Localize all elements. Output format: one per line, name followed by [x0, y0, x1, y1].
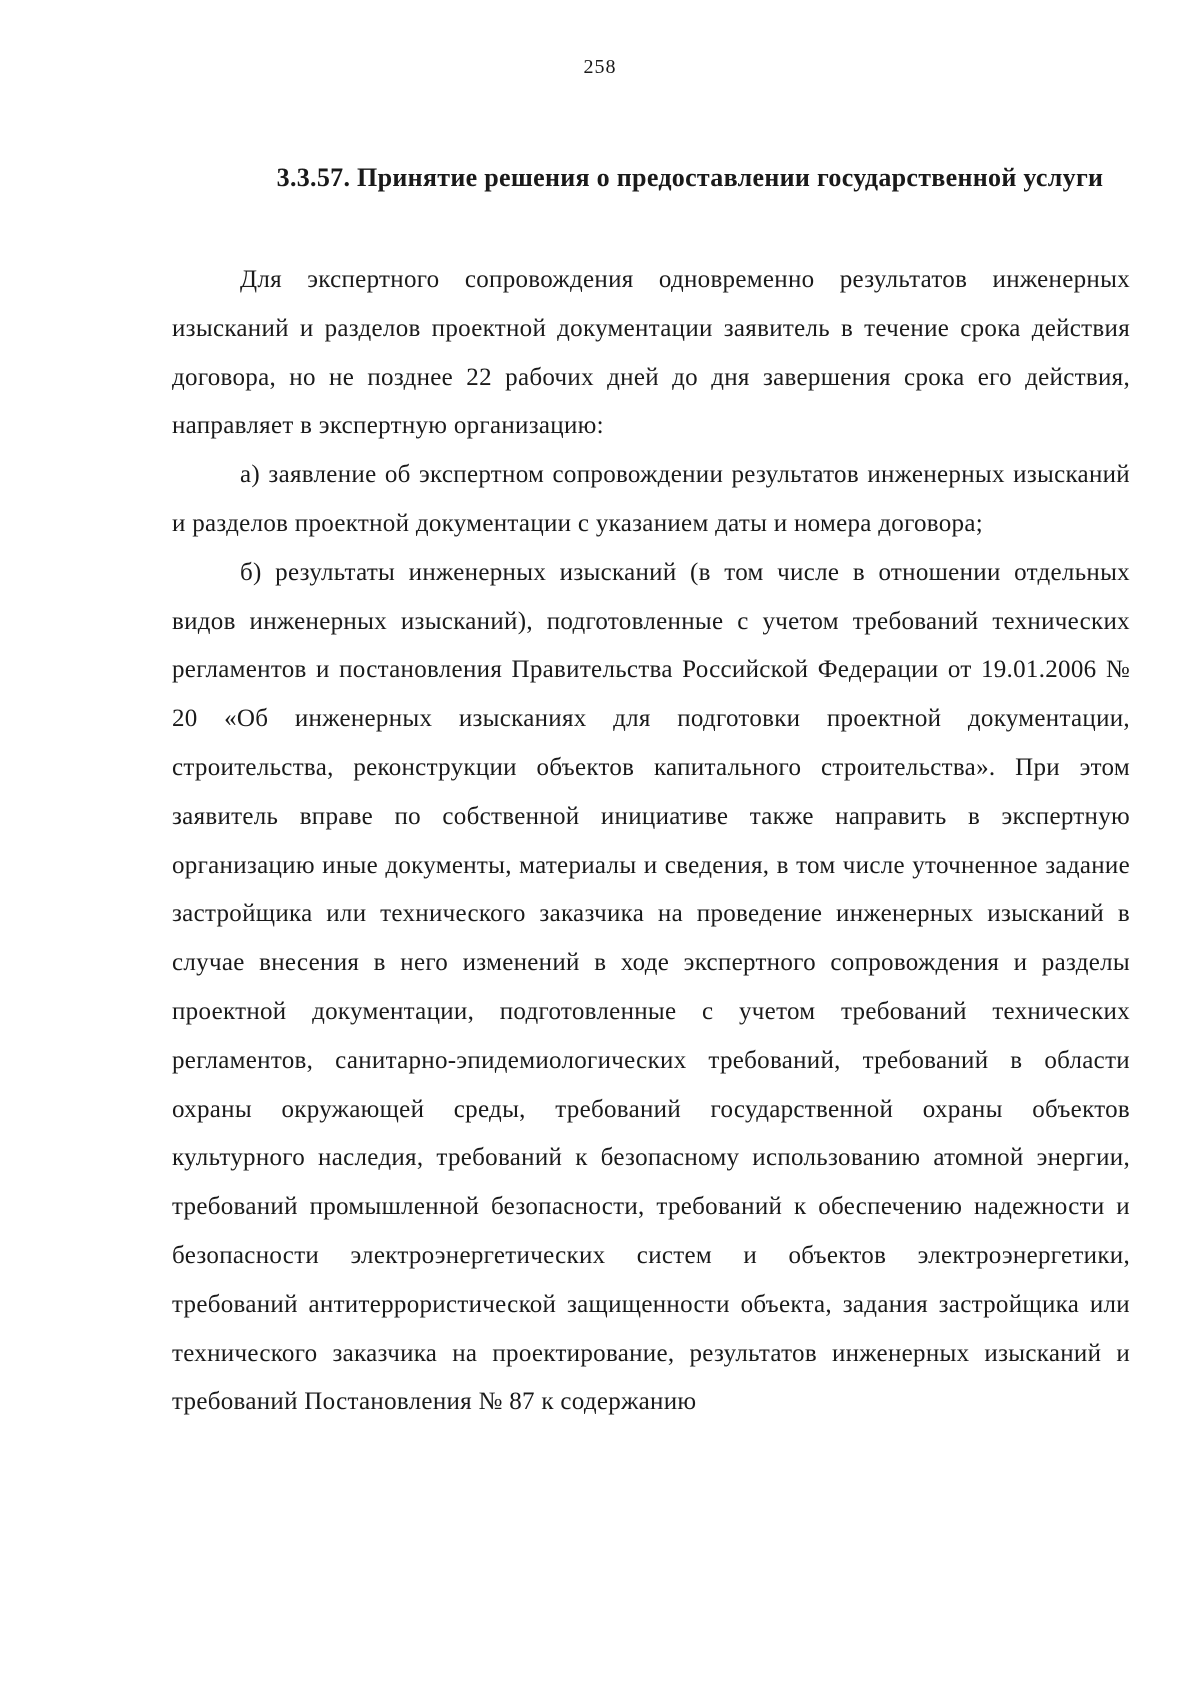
document-body	[172, 256, 1130, 1427]
paragraph-item-a: а) заявление об экспертном сопровождении результатов инженерных изысканий и разделов проектной документации с указанием даты и номера договора;	[172, 461, 1130, 537]
paragraph-item-b: б) результаты инженерных изысканий (в том числе в отношении отдельных видов инженерных изысканий), подготовленные с учетом требований технических регламентов и постановления Правительства Российской Федерации от 19.01.2006 № 20 «Об инженерных изысканиях для подготовки проектной документации, строительства, реконструкции объектов капитального строительства». При этом заявитель вправе по собственной инициативе также направить в экспертную организацию иные документы, материалы и сведения, в том числе уточненное задание застройщика или технического заказчика на проведение инженерных изысканий в случае внесения в него изменений в ходе экспертного сопровождения и разделы проектной документации, подготовленные с учетом требований технических регламентов, санитарно-эпидемиологических требований, требований в области охраны окружающей среды, требований государственной охраны объектов культурного наследия, требований к безопасному использованию атомной энергии, требований промышленной безопасности, требований к обеспечению надежности и безопасности электроэнергетических систем и объектов электроэнергетики, требований антитеррористической защищенности объекта, задания застройщика или технического заказчика на проектирование, результатов инженерных изысканий и требований Постановления № 87 к содержанию	[172, 558, 1130, 1416]
page-number: 258	[583, 56, 617, 78]
paragraph-intro: Для экспертного сопровождения одновременно результатов инженерных изысканий и разделов проектной документации заявитель в течение срока действия договора, но не позднее 22 рабочих дней до дня завершения срока его действия, направляет в экспертную организацию:	[172, 266, 1130, 440]
section-heading: 3.3.57. Принятие решения о предоставлении государственной услуги	[276, 163, 1104, 192]
